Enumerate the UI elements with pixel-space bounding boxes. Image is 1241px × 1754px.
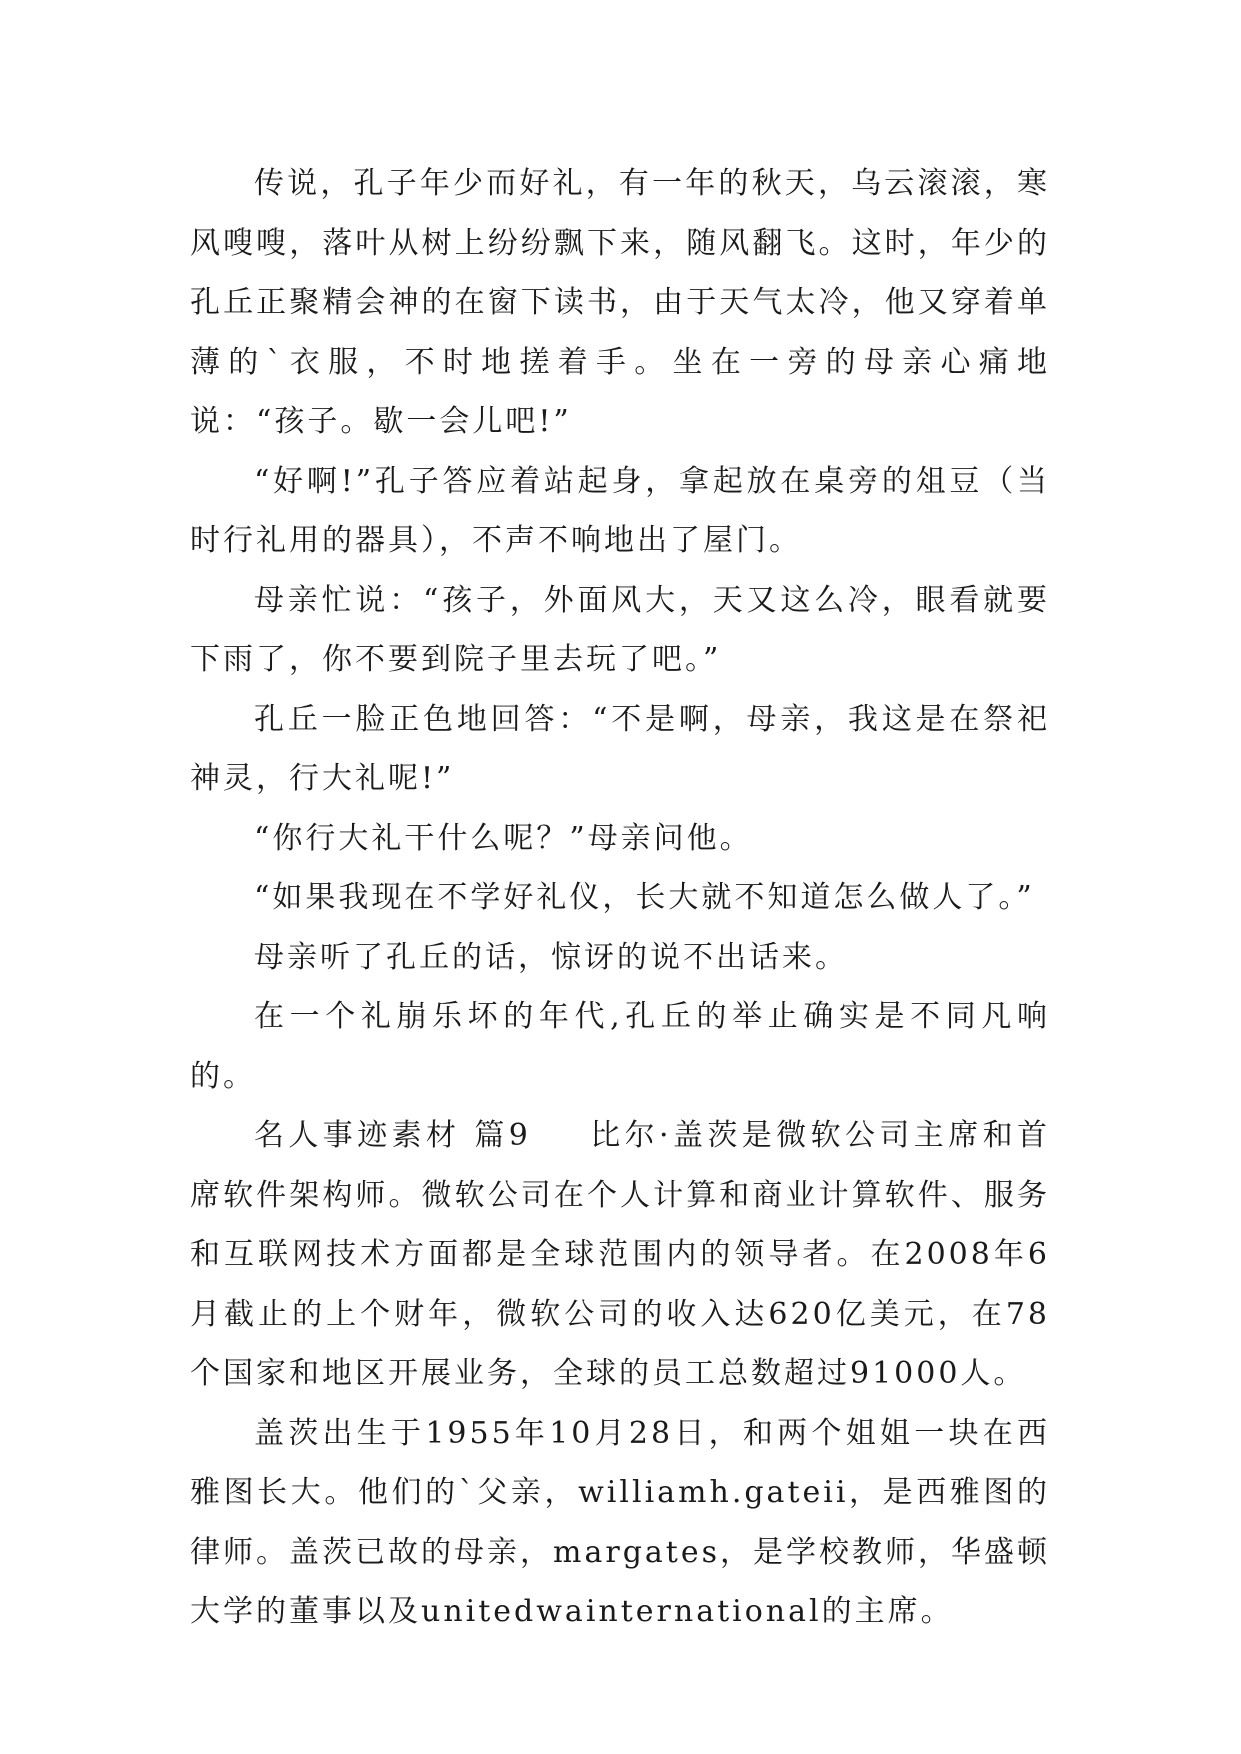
section-paragraph-2: 盖茨出生于1955年10月28日，和两个姐姐一块在西雅图长大。他们的`父亲，williamh.gateii，是西雅图的律师。盖茨已故的母亲，margates，是学校教师，华盛顿大学的董事以及unitedwainternational的主席。 — [190, 1415, 1050, 1629]
paragraph-3: 母亲忙说：“孩子，外面风大，天又这么冷，眼看就要下雨了，你不要到院子里去玩了吧。” — [190, 582, 1050, 677]
paragraph-7: 母亲听了孔丘的话，惊讶的说不出话来。 — [254, 939, 848, 975]
section-heading: 名人事迹素材 篇9 — [254, 1118, 531, 1153]
document-body — [190, 154, 1050, 1642]
section-paragraph-lead — [190, 1106, 1050, 1404]
paragraph-8: 在一个礼崩乐坏的年代,孔丘的举止确实是不同凡响的。 — [190, 999, 1050, 1094]
paragraph-2: “好啊!”孔子答应着站起身，拿起放在桌旁的俎豆（当时行礼用的器具），不声不响地出了屋门。 — [190, 463, 1050, 558]
paragraph-6: “如果我现在不学好礼仪，长大就不知道怎么做人了。” — [254, 880, 1035, 915]
paragraph-4: 孔丘一脸正色地回答：“不是啊，母亲，我这是在祭祀神灵，行大礼呢!” — [190, 701, 1050, 796]
section-first-paragraph: 比尔·盖茨是微软公司主席和首席软件架构师。微软公司在个人计算和商业计算软件、服务和互联网技术方面都是全球范围内的领导者。在2008年6月截止的上个财年，微软公司的收入达620亿美元，在78个国家和地区开展业务，全球的员工总数超过91000人。 — [190, 1118, 1050, 1391]
paragraph-1: 传说，孔子年少而好礼，有一年的秋天，乌云滚滚，寒风嗖嗖，落叶从树上纷纷飘下来，随风翻飞。这时，年少的孔丘正聚精会神的在窗下读书，由于天气太冷，他又穿着单薄的`衣服，不时地搓着手。坐在一旁的母亲心痛地说：“孩子。歇一会儿吧!” — [190, 166, 1050, 439]
paragraph-5: “你行大礼干什么呢？”母亲问他。 — [254, 820, 753, 856]
